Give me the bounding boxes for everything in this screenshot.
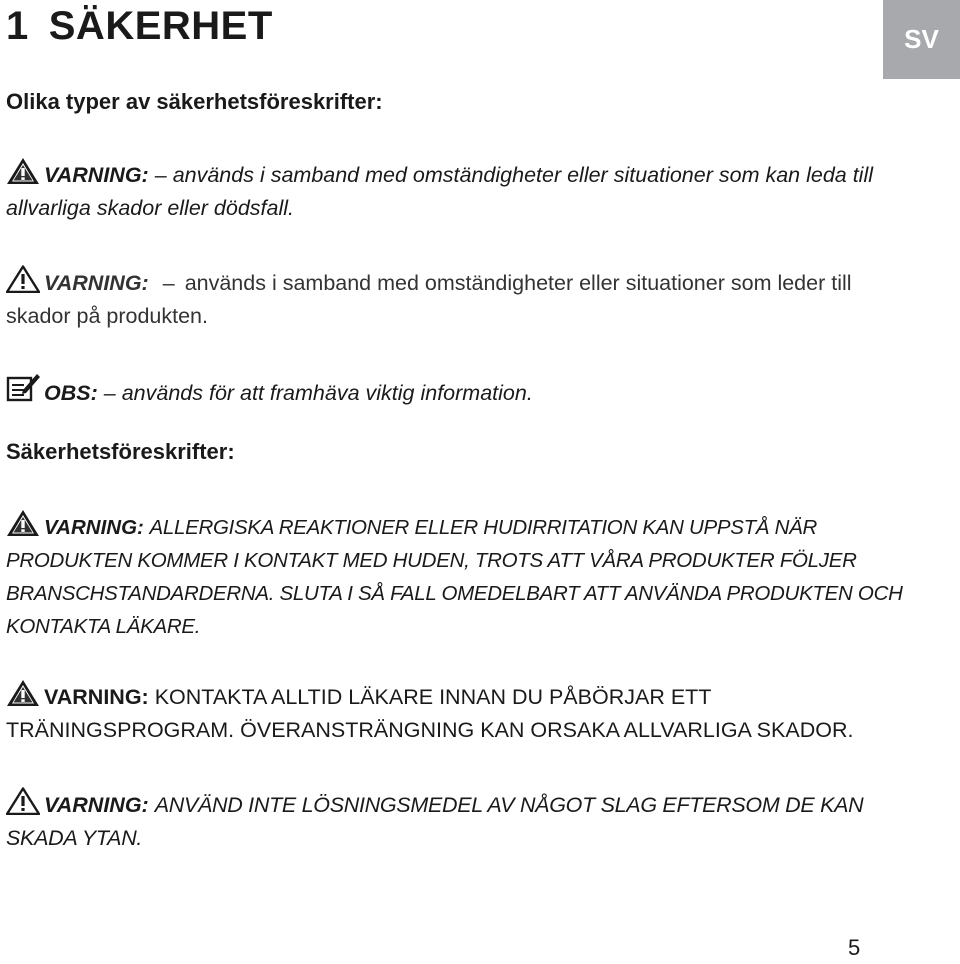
warning-label: VARNING:	[44, 685, 149, 709]
dash: –	[162, 271, 175, 295]
warning-text: ANVÄND INTE LÖSNINGSMEDEL AV NÅGOT SLAG EFTERSOM DE KAN SKADA YTAN.	[6, 793, 864, 850]
warning-triangle-outline-icon	[6, 265, 40, 293]
warning-label: VARNING:	[44, 163, 149, 187]
note-pencil-icon	[6, 373, 40, 403]
note-paragraph	[6, 373, 906, 410]
note-label: OBS:	[44, 381, 98, 405]
warning-text: KONTAKTA ALLTID LÄKARE INNAN DU PÅBÖRJAR ETT TRÄNINGSPROGRAM. ÖVERANSTRÄNGNING KAN ORSAKA ALLVARLIGA SKADOR.	[6, 685, 854, 742]
allergy-warning-paragraph	[6, 509, 906, 643]
warning-triangle-icon	[6, 679, 40, 707]
section-heading-rules: Säkerhetsföreskrifter:	[6, 439, 235, 464]
warning-severe-paragraph	[6, 157, 906, 225]
solvent-warning-paragraph	[6, 787, 906, 855]
warning-label: VARNING:	[44, 793, 149, 817]
note-description: används för att framhäva viktig information.	[121, 381, 533, 405]
doctor-warning-paragraph	[6, 679, 906, 747]
warning-description: används i samband med omständigheter eller situationer som kan leda till allvarliga skador eller dödsfall.	[6, 163, 874, 220]
chapter-number: 1	[6, 4, 29, 48]
warning-description: används i samband med omständigheter eller situationer som leder till skador på produkten.	[6, 271, 852, 328]
chapter-title	[6, 2, 273, 50]
language-tab: SV	[883, 0, 960, 79]
warning-label: VARNING:	[44, 271, 149, 295]
page-number: 5	[848, 935, 861, 960]
warning-text: ALLERGISKA REAKTIONER ELLER HUDIRRITATION KAN UPPSTÅ NÄR PRODUKTEN KOMMER I KONTAKT MED HUDEN, TROTS ATT VÅRA PRODUKTER FÖLJER BRANSCHSTANDARDERNA. SLUTA I SÅ FALL OMEDELBART ATT ANVÄNDA PRODUKTEN OCH KONTAKTA LÄKARE.	[6, 516, 903, 638]
chapter-title-text: SÄKERHET	[48, 4, 273, 48]
warning-label: VARNING:	[44, 516, 144, 539]
warning-triangle-icon	[6, 157, 40, 185]
warning-product-paragraph	[6, 265, 906, 333]
section-heading-types: Olika typer av säkerhetsföreskrifter:	[6, 89, 383, 114]
dash: –	[154, 163, 167, 187]
warning-triangle-outline-icon	[6, 787, 40, 815]
warning-triangle-icon	[6, 509, 40, 537]
dash: –	[103, 381, 116, 405]
